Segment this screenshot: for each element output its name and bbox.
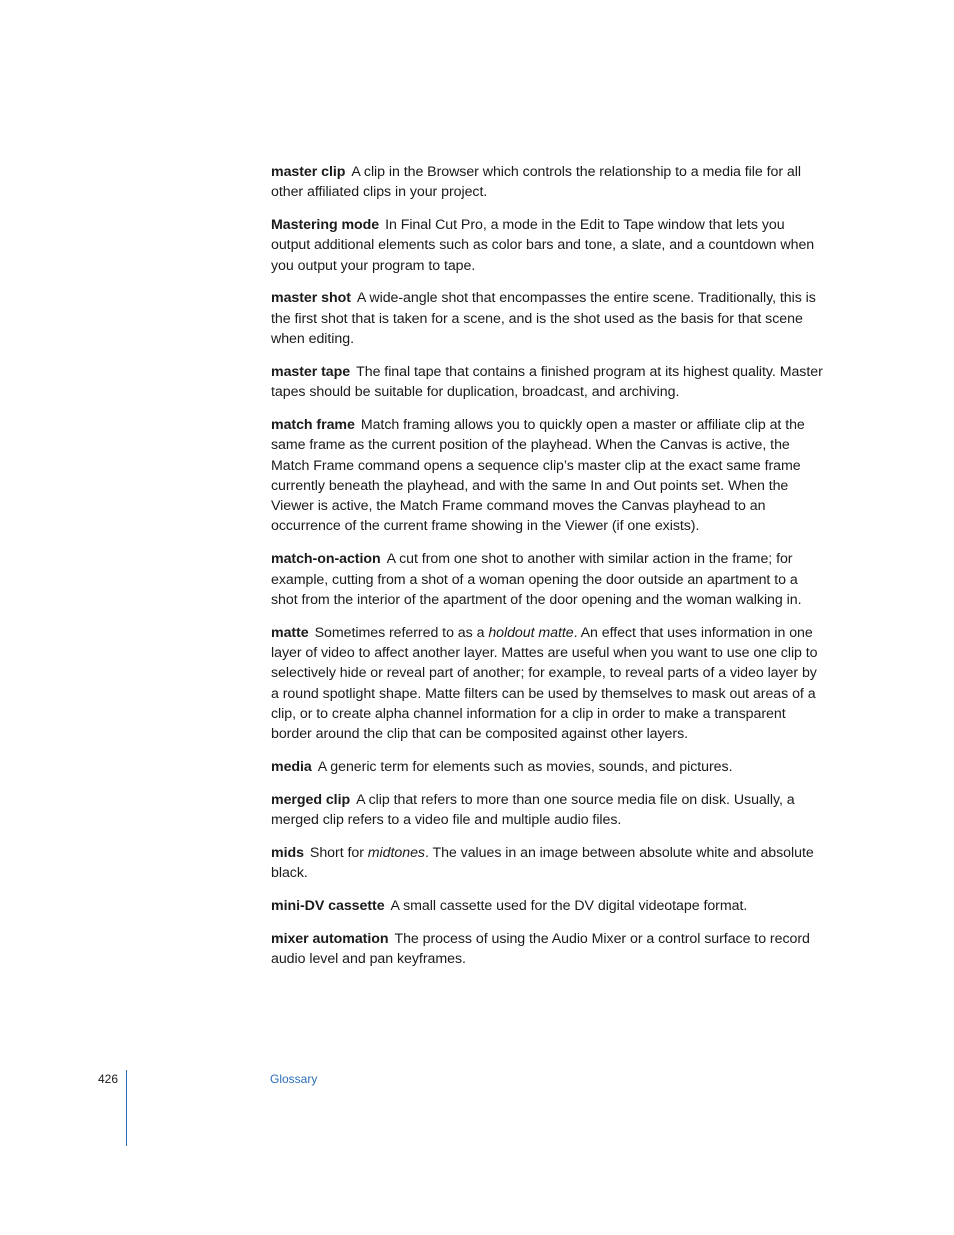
definition-text: In Final Cut Pro, a mode in the Edit to Tape window that lets you output additional elements such as color bars and tone, a slate, and a countdown when you output your program to tape. — [271, 217, 815, 274]
definition-text: A small cassette used for the DV digital videotape format. — [390, 897, 748, 914]
glossary-definition — [271, 625, 818, 742]
glossary-entries — [271, 162, 827, 982]
glossary-definition — [271, 364, 823, 400]
glossary-entry — [271, 362, 827, 403]
definition-text: A wide-angle shot that encompasses the entire scene. Traditionally, this is the first shot that is taken for a scene, and is the shot used as the basis for that scene when editing. — [271, 290, 816, 348]
italic-term: holdout matte — [488, 624, 574, 641]
definition-text: Short for — [309, 844, 368, 861]
glossary-entry — [271, 757, 827, 777]
glossary-term: match-on-action — [271, 551, 381, 568]
definition-text: Sometimes referred to as a — [314, 624, 489, 641]
definition-text: A cut from one shot to another with similar action in the frame; for example, cutting from a shot of a woman opening the door outside an apartment to a shot from the interior of the apartment of the door opening and the woman walking in. — [271, 551, 802, 608]
glossary-entry — [271, 549, 827, 610]
glossary-entry — [271, 162, 827, 203]
glossary-term: Mastering mode — [271, 217, 380, 234]
glossary-definition — [271, 290, 816, 347]
definition-text: A clip in the Browser which controls the relationship to a media file for all other affiliated clips in your project. — [271, 164, 801, 201]
glossary-term: match frame — [271, 416, 355, 433]
glossary-entry — [271, 843, 827, 884]
glossary-term: matte — [271, 624, 309, 641]
italic-term: midtones — [367, 844, 425, 861]
glossary-entry — [271, 790, 827, 831]
glossary-term: mixer automation — [271, 930, 389, 947]
definition-text: . An effect that uses information in one layer of video to affect another layer. Mattes are useful when you want to use one clip to selectively hide or reveal part of another; for example, to reveal parts of a video layer by a round spotlight shape. Matte filters can be used by themselves to mask out areas of a clip, or to create alpha channel information for a clip in order to make a transparent border around the clip that can be composited against other layers. — [271, 624, 818, 743]
glossary-term: mids — [271, 844, 304, 861]
definition-text: A generic term for elements such as movies, sounds, and pictures. — [317, 758, 733, 775]
glossary-entry — [271, 896, 827, 916]
definition-text: A clip that refers to more than one source media file on disk. Usually, a merged clip refers to a video file and multiple audio files. — [271, 791, 795, 829]
definition-text: The final tape that contains a finished program at its highest quality. Master tapes should be suitable for duplication, broadcast, and archiving. — [271, 363, 823, 401]
glossary-entry — [271, 929, 827, 970]
glossary-term: merged clip — [271, 791, 351, 808]
glossary-definition — [271, 417, 805, 534]
glossary-term: master tape — [271, 363, 351, 380]
footer-divider — [126, 1070, 127, 1146]
section-name: Glossary — [270, 1072, 318, 1086]
glossary-entry — [271, 623, 827, 745]
glossary-term: mini-DV cassette — [271, 897, 385, 914]
glossary-definition — [271, 845, 814, 881]
glossary-term: master shot — [271, 290, 351, 307]
glossary-definition — [391, 898, 748, 914]
glossary-term: media — [271, 758, 312, 775]
glossary-entry — [271, 215, 827, 276]
page-number: 426 — [98, 1072, 119, 1086]
glossary-entry — [271, 415, 827, 537]
definition-text: Match framing allows you to quickly open a master or affiliate clip at the same frame as the current position of the playhead. When the Canvas is active, the Match Frame command opens a sequence clip’s master clip at the exact same frame currently beneath the playhead, and with the same In and Out points set. When the Viewer is active, the Match Frame command moves the Canvas playhead to an occurrence of the current frame showing in the Viewer (if one exists). — [271, 416, 805, 535]
glossary-definition — [318, 759, 733, 775]
definition-text: The process of using the Audio Mixer or a control surface to record audio level and pan keyframes. — [271, 930, 810, 967]
glossary-entry — [271, 288, 827, 349]
glossary-definition — [271, 164, 801, 200]
glossary-term: master clip — [271, 164, 346, 180]
definition-text: . The values in an image between absolute white and absolute black. — [271, 844, 814, 882]
